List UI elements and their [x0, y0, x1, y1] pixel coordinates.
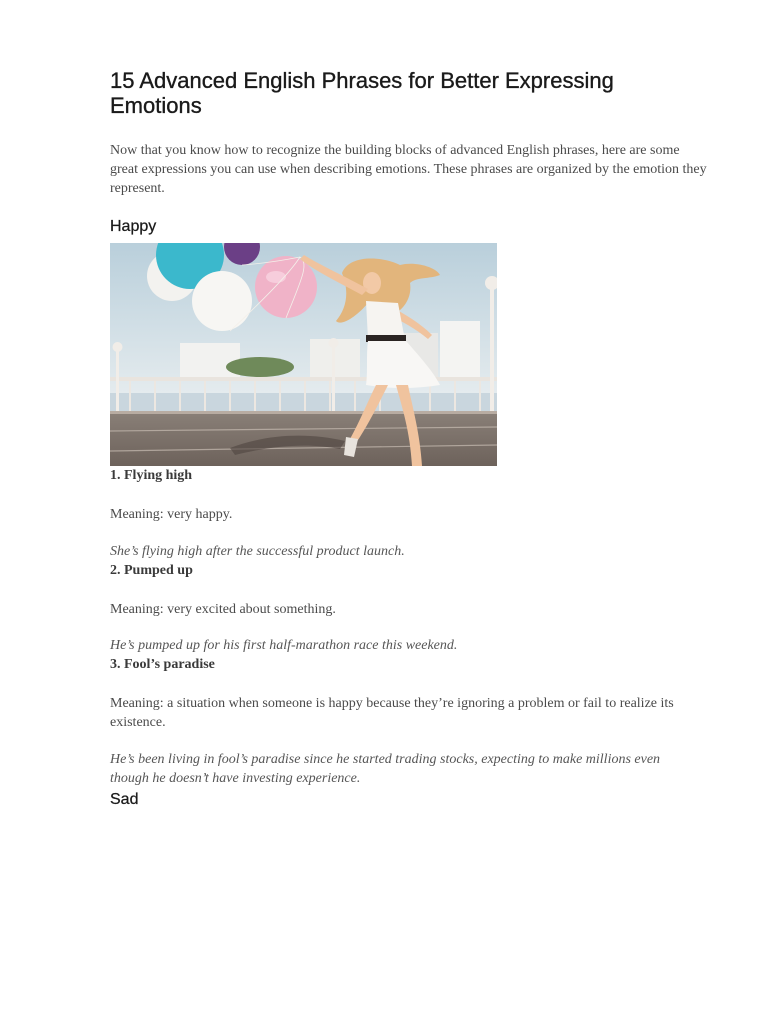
article-intro: Now that you know how to recognize the building blocks of advanced English phrases, here are some great expressions you can use when describing emotions. These phrases are organized by the emotion they represent. — [110, 143, 707, 196]
phrase-meaning: Meaning: a situation when someone is happy because they’re ignoring a problem or fail to realize its existence. — [110, 696, 674, 730]
phrase-example: He’s pumped up for his first half-marathon race this weekend. — [110, 638, 458, 653]
article-title: 15 Advanced English Phrases for Better Expressing Emotions — [110, 68, 614, 118]
phrase-title: 3. Fool’s paradise — [110, 657, 215, 672]
phrase-meaning: Meaning: very happy. — [110, 507, 233, 522]
section-heading-happy: Happy — [110, 218, 157, 235]
phrase-title: 2. Pumped up — [110, 563, 193, 578]
phrase-title: 1. Flying high — [110, 468, 193, 483]
phrase-example: She’s flying high after the successful product launch. — [110, 544, 405, 559]
section-heading-sad: Sad — [110, 791, 139, 808]
phrase-example: He’s been living in fool’s paradise since he started trading stocks, expecting to make millions even though he doesn’t have investing experience. — [110, 752, 661, 786]
happy-woman-with-balloons-photo — [110, 243, 497, 466]
phrase-meaning: Meaning: very excited about something. — [110, 602, 336, 617]
